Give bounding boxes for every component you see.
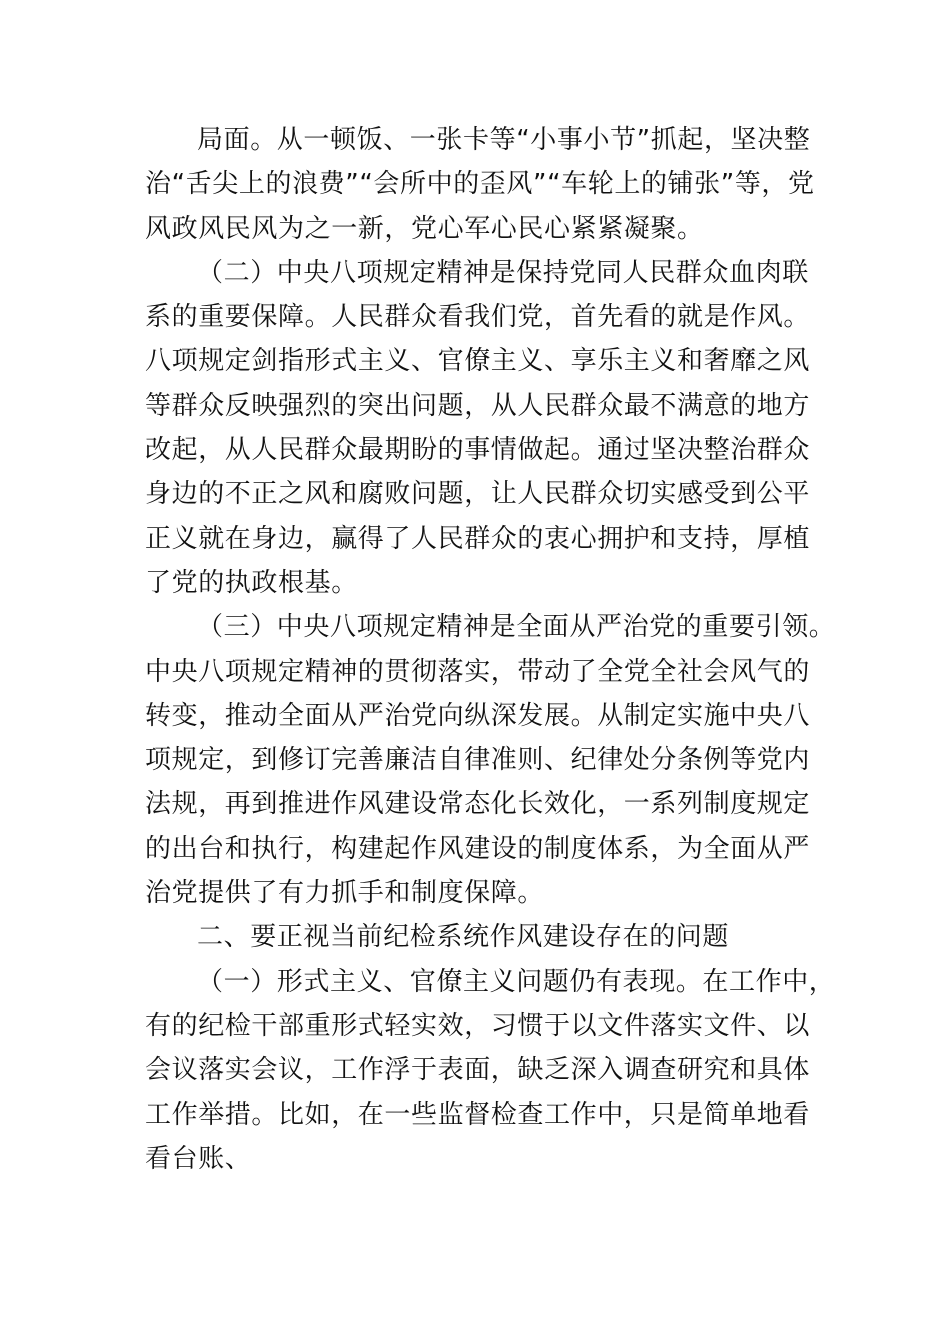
- section-heading-line: （二）中央八项规定精神是保持党同人民群众血肉联: [197, 257, 809, 288]
- text-line: 工作举措。比如，在一些监督检查工作中，只是简单地看: [145, 1099, 811, 1130]
- text-line: 会议落实会议，工作浮于表面，缺乏深入调查研究和具体: [145, 1055, 811, 1086]
- text-line: 身边的不正之风和腐败问题，让人民群众切实感受到公平: [145, 479, 811, 510]
- text-line: 项规定，到修订完善廉洁自律准则、纪律处分条例等党内: [145, 745, 811, 776]
- chapter-heading-line: 二、要正视当前纪检系统作风建设存在的问题: [197, 922, 730, 953]
- text-line: 治党提供了有力抓手和制度保障。: [145, 878, 545, 909]
- text-line: 看台账、: [145, 1143, 252, 1174]
- document-body: [145, 118, 836, 1181]
- text-line: 系的重要保障。人民群众看我们党，首先看的就是作风。: [145, 302, 811, 333]
- text-line: 的出台和执行，构建起作风建设的制度体系，为全面从严: [145, 833, 811, 864]
- text-line: 法规，再到推进作风建设常态化长效化，一系列制度规定: [145, 789, 811, 820]
- text-line: 八项规定剑指形式主义、官僚主义、享乐主义和奢靡之风: [145, 346, 811, 377]
- text-line: 治“舌尖上的浪费”“会所中的歪风”“车轮上的铺张”等，党: [145, 169, 815, 200]
- text-line: 局面。从一顿饭、一张卡等“小事小节”抓起，坚决整: [197, 125, 811, 155]
- section-heading-line: （三）中央八项规定精神是全面从严治党的重要引领。: [197, 612, 836, 643]
- text-line: 等群众反映强烈的突出问题，从人民群众最不满意的地方: [145, 390, 811, 421]
- text-line: 正义就在身边，赢得了人民群众的衷心拥护和支持，厚植: [145, 523, 811, 554]
- text-line: 中央八项规定精神的贯彻落实，带动了全党全社会风气的: [145, 656, 811, 687]
- section-heading-line: （一）形式主义、官僚主义问题仍有表现。在工作中，: [197, 966, 836, 997]
- text-line: 了党的执政根基。: [145, 567, 358, 598]
- text-line: 风政风民风为之一新，党心军心民心紧紧凝聚。: [145, 213, 704, 244]
- text-line: 转变，推动全面从严治党向纵深发展。从制定实施中央八: [145, 700, 811, 731]
- text-line: 有的纪检干部重形式轻实效，习惯于以文件落实文件、以: [145, 1010, 811, 1041]
- text-line: 改起，从人民群众最期盼的事情做起。通过坚决整治群众: [145, 435, 811, 466]
